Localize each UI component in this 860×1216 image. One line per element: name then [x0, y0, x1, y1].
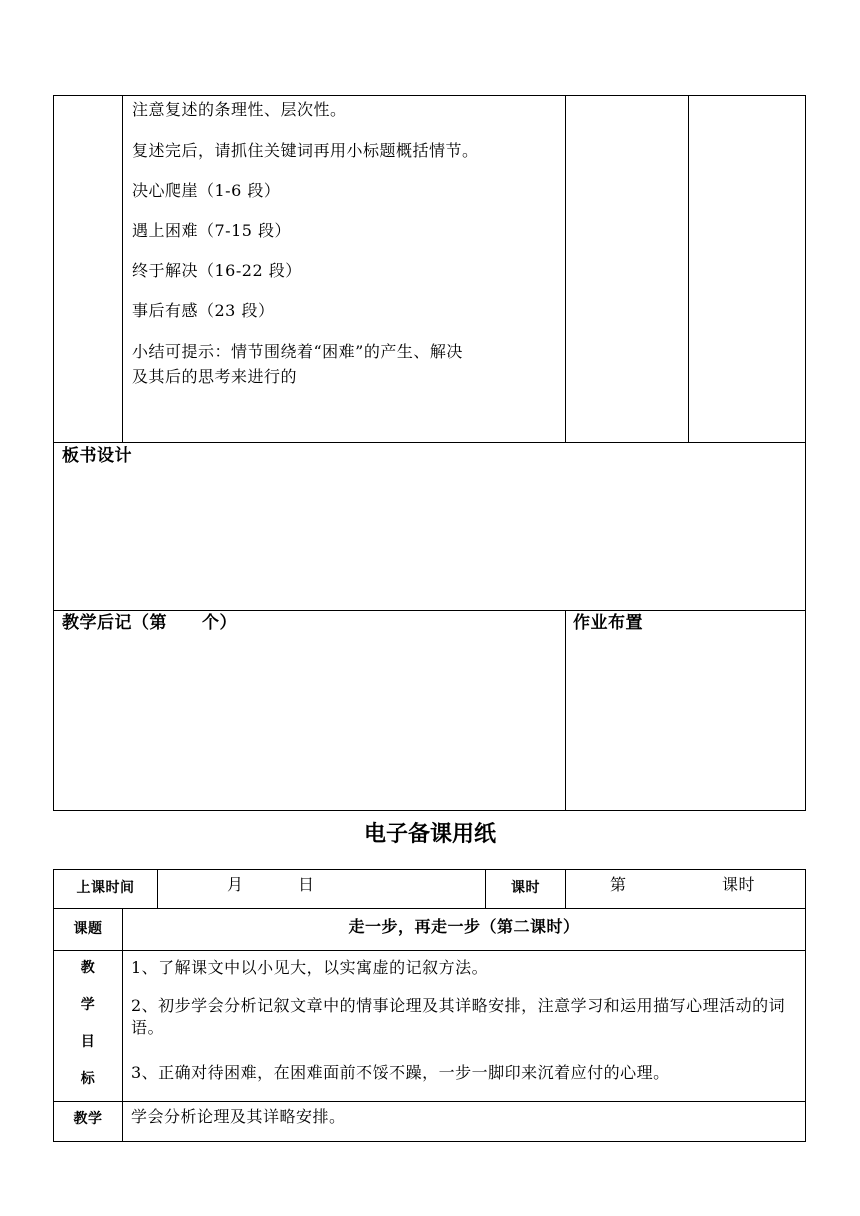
process-line: 事后有感（23 段）	[132, 301, 275, 320]
table-col-divider	[688, 95, 689, 443]
key-value: 学会分析论理及其详略安排。	[131, 1107, 346, 1126]
table-row-divider	[53, 1101, 806, 1102]
key-label: 教学	[73, 1111, 103, 1127]
process-line: 决心爬崖（1-6 段）	[132, 181, 281, 200]
board-design-label: 板书设计	[62, 446, 132, 466]
goals-label-char: 目	[80, 1034, 96, 1050]
table-border-bottom	[53, 1141, 806, 1142]
goals-label-char: 标	[80, 1071, 96, 1087]
reflection-label: 教学后记（第 个）	[62, 613, 237, 633]
topic-label: 课题	[73, 921, 103, 937]
table-row-divider	[53, 950, 806, 951]
homework-label: 作业布置	[573, 613, 643, 633]
table-col-divider	[122, 95, 123, 443]
table-border-top	[53, 869, 806, 870]
period-label: 课时	[511, 880, 540, 896]
topic-value: 走一步，再走一步（第二课时）	[348, 917, 580, 936]
goals-label-char: 教	[80, 960, 96, 976]
summary-line: 及其后的思考来进行的	[132, 367, 298, 386]
table-col-divider	[565, 610, 566, 811]
table-row-divider	[53, 442, 806, 443]
table-border-right	[805, 869, 806, 1142]
table-col-divider	[122, 908, 123, 1142]
table-col-divider	[565, 95, 566, 443]
process-line: 注意复述的条理性、层次性。	[132, 100, 347, 119]
table-border-right	[805, 95, 806, 811]
summary-line: 小结可提示：情节围绕着“困难”的产生、解决	[132, 342, 463, 361]
goals-label-char: 学	[80, 997, 96, 1013]
goal-item: 3、正确对待困难，在困难面前不馁不躁，一步一脚印来沉着应付的心理。	[131, 1063, 670, 1082]
process-line: 终于解决（16-22 段）	[132, 261, 302, 280]
table-row-divider	[53, 610, 806, 611]
page-title: 电子备课用纸	[363, 822, 496, 847]
process-line: 遇上困难（7-15 段）	[132, 221, 292, 240]
table-col-divider	[157, 869, 158, 909]
goal-item: 1、了解课文中以小见大，以实寓虚的记叙方法。	[131, 958, 489, 977]
table-border-left	[53, 95, 54, 811]
table-row-divider	[53, 908, 806, 909]
table-border-bottom	[53, 810, 806, 811]
table-col-divider	[565, 869, 566, 909]
process-line: 复述完后，请抓住关键词再用小标题概括情节。	[132, 141, 479, 160]
table-border-top	[53, 95, 806, 96]
month-label: 月	[227, 875, 244, 894]
day-label: 日	[298, 875, 315, 894]
goal-item: 2、初步学会分析记叙文章中的情事论理及其详略安排，注意学习和运用描写心理活动的词语。	[131, 996, 786, 1037]
period-value-prefix: 第	[610, 875, 627, 894]
period-value-suffix: 课时	[722, 875, 756, 894]
class-time-label: 上课时间	[76, 880, 135, 896]
